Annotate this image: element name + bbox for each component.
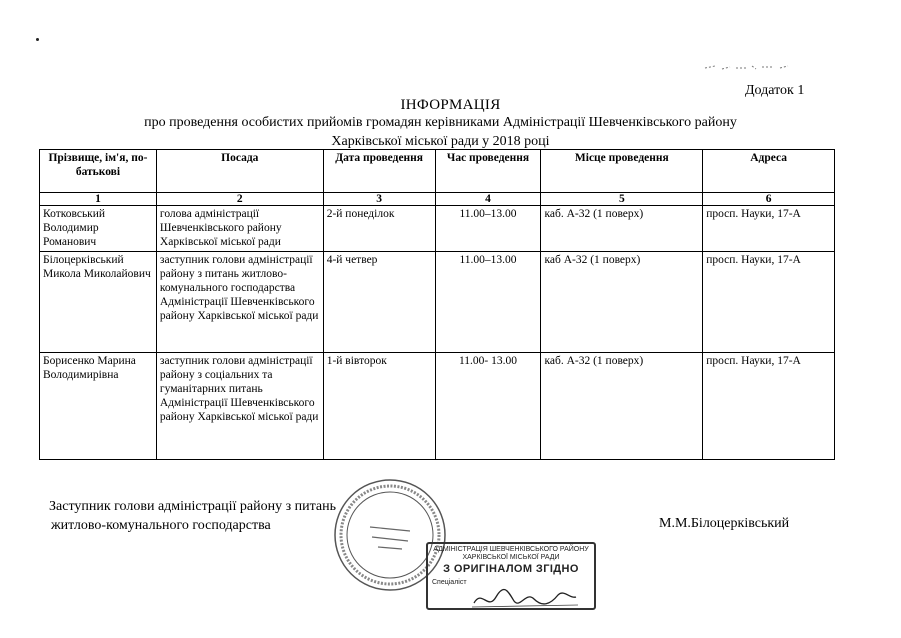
- column-number: 4: [435, 193, 541, 206]
- person-position: заступник голови адміністрації району з питань житлово-комунального господарства Адміністрації Шевченківського району Харківської міської ради: [156, 252, 323, 353]
- person-name: Котковський Володимир Романович: [40, 206, 157, 252]
- reception-date: 2-й понеділок: [323, 206, 435, 252]
- stamp-main-text: З ОРИГІНАЛОМ ЗГІДНО: [443, 563, 579, 575]
- column-number: 5: [541, 193, 703, 206]
- scan-dot: [36, 38, 39, 41]
- document-title: ІНФОРМАЦІЯ: [400, 97, 501, 113]
- column-header: Адреса: [703, 150, 835, 193]
- person-name: Борисенко Марина Володимирівна: [40, 353, 157, 460]
- column-number: 6: [703, 193, 835, 206]
- reception-time: 11.00–13.00: [435, 252, 541, 353]
- column-header: Прізвище, ім'я, по-батькові: [40, 150, 157, 193]
- column-header: Посада: [156, 150, 323, 193]
- column-header: Час проведення: [435, 150, 541, 193]
- table-row: [40, 252, 835, 353]
- table-row: [40, 206, 835, 252]
- signatory-position-line1: Заступник голови адміністрації району з питань: [49, 499, 336, 514]
- stamp-bottom-text: Спеціаліст: [432, 579, 467, 586]
- reception-address: просп. Науки, 17-А: [703, 353, 835, 460]
- table-row: [40, 353, 835, 460]
- handwritten-signature: [470, 585, 580, 613]
- column-number: 3: [323, 193, 435, 206]
- signatory-position: [49, 497, 336, 535]
- reception-time: 11.00- 13.00: [435, 353, 541, 460]
- signatory-name: М.М.Білоцерківський: [659, 516, 790, 531]
- column-header: Дата проведення: [323, 150, 435, 193]
- document-subtitle-line2: Харківської міської ради у 2018 році: [331, 134, 550, 149]
- reception-address: просп. Науки, 17-А: [703, 206, 835, 252]
- reception-place: каб А-32 (1 поверх): [541, 252, 703, 353]
- appendix-label: Додаток 1: [745, 83, 805, 98]
- column-header: Місце проведення: [541, 150, 703, 193]
- reception-time: 11.00–13.00: [435, 206, 541, 252]
- reception-date: 4-й четвер: [323, 252, 435, 353]
- stamp-org-line2: ХАРКІВСЬКОЇ МІСЬКОЇ РАДИ: [462, 554, 560, 561]
- column-number: 2: [156, 193, 323, 206]
- column-number: 1: [40, 193, 157, 206]
- reception-date: 1-й вівторок: [323, 353, 435, 460]
- person-position: заступник голови адміністрації району з соціальних та гуманітарних питань Адміністрації Шевченківського району Харківської міської ради: [156, 353, 323, 460]
- document-subtitle-line1: про проведення особистих прийомів громадян керівниками Адміністрації Шевченківського району: [144, 115, 737, 130]
- column-number-row: [40, 193, 835, 206]
- reception-place: каб. А-32 (1 поверх): [541, 353, 703, 460]
- person-name: Білоцерківський Микола Миколайович: [40, 252, 157, 353]
- signatory-position-line2: житлово-комунального господарства: [51, 518, 271, 533]
- person-position: голова адміністрації Шевченківського району Харківської міської ради: [156, 206, 323, 252]
- table-header-row: [40, 150, 835, 193]
- reception-place: каб. А-32 (1 поверх): [541, 206, 703, 252]
- reception-address: просп. Науки, 17-А: [703, 252, 835, 353]
- stamp-org-line1: АДМІНІСТРАЦІЯ ШЕВЧЕНКІВСЬКОГО РАЙОНУ: [433, 546, 589, 553]
- scan-marks: [700, 56, 800, 76]
- reception-schedule-table: [39, 149, 835, 460]
